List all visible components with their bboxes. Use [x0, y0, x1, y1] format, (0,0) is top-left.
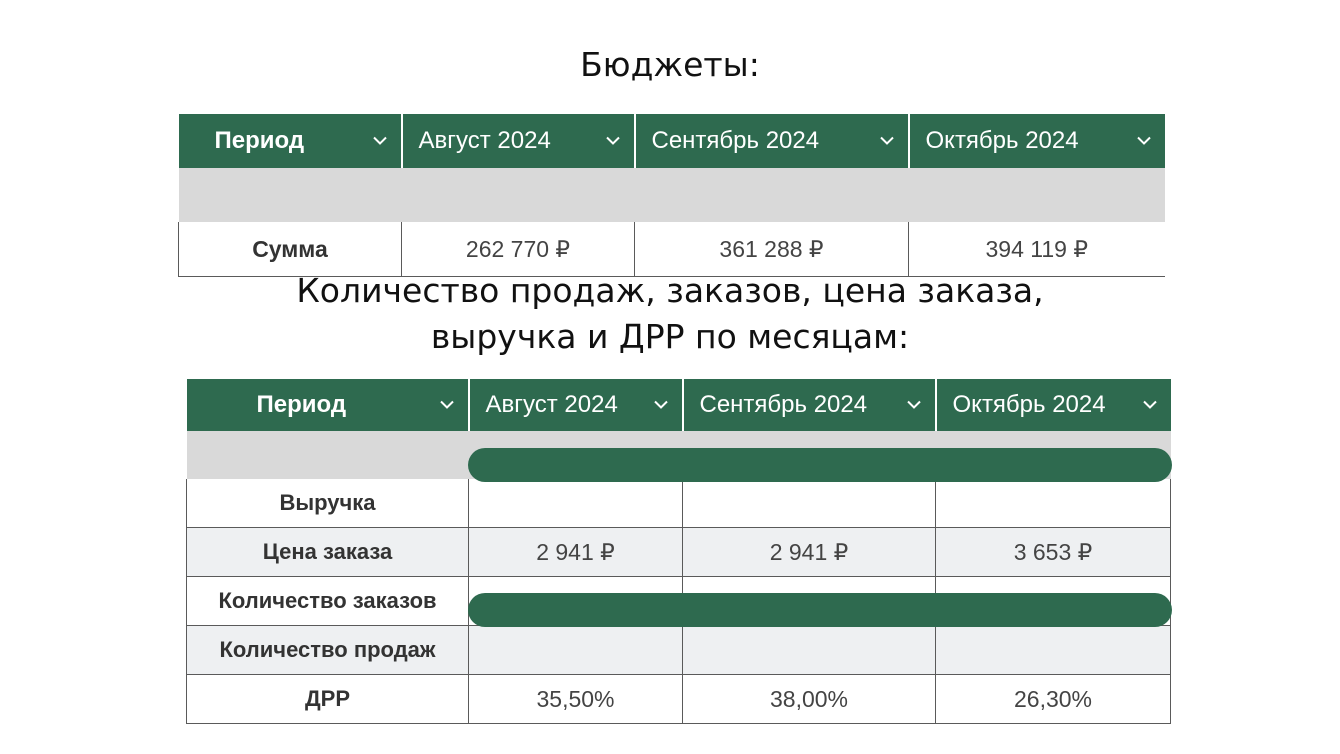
header-label: Сентябрь 2024	[699, 391, 868, 418]
header-label: Сентябрь 2024	[651, 127, 820, 154]
chevron-down-icon[interactable]	[606, 137, 620, 146]
header-october[interactable]	[936, 379, 1171, 431]
sales-title-line: Количество продаж, заказов, цена заказа,	[296, 271, 1044, 310]
table-cell	[683, 626, 936, 675]
header-label: Август 2024	[485, 391, 618, 418]
header-august[interactable]	[402, 114, 635, 168]
budgets-header-row	[179, 114, 1165, 168]
header-september[interactable]	[683, 379, 936, 431]
redaction-bar-revenue	[468, 448, 1172, 482]
chevron-down-icon[interactable]	[373, 137, 387, 146]
row-label: Сумма	[179, 222, 402, 277]
sales-title-line: выручка и ДРР по месяцам:	[430, 317, 910, 356]
row-label: Количество заказов	[187, 577, 469, 626]
table-cell	[683, 479, 936, 528]
table-row	[187, 528, 1171, 577]
header-period[interactable]	[179, 114, 402, 168]
header-october[interactable]	[909, 114, 1165, 168]
chevron-down-icon[interactable]	[907, 401, 921, 410]
sales-header-row	[187, 379, 1171, 431]
chevron-down-icon[interactable]	[1137, 137, 1151, 146]
table-cell: 38,00%	[683, 675, 936, 724]
sales-title	[0, 268, 1340, 360]
table-cell: 361 288 ₽	[635, 222, 909, 277]
sales-table	[186, 379, 1171, 724]
header-period[interactable]	[187, 379, 469, 431]
budgets-table	[178, 114, 1165, 277]
header-label: Период	[214, 127, 305, 154]
row-label: Количество продаж	[187, 626, 469, 675]
table-row	[187, 479, 1171, 528]
table-row	[187, 675, 1171, 724]
table-cell	[469, 626, 683, 675]
table-cell	[936, 626, 1171, 675]
header-label: Август 2024	[418, 127, 551, 154]
header-september[interactable]	[635, 114, 909, 168]
header-august[interactable]	[469, 379, 683, 431]
table-cell: 394 119 ₽	[909, 222, 1165, 277]
table-cell: 2 941 ₽	[683, 528, 936, 577]
table-cell	[936, 479, 1171, 528]
table-cell: 262 770 ₽	[402, 222, 635, 277]
table-cell: 35,50%	[469, 675, 683, 724]
row-label: ДРР	[187, 675, 469, 724]
header-label: Октябрь 2024	[925, 127, 1079, 154]
chevron-down-icon[interactable]	[880, 137, 894, 146]
redaction-bar-sales-count	[468, 593, 1172, 627]
header-label: Период	[256, 391, 347, 418]
table-cell: 26,30%	[936, 675, 1171, 724]
row-label: Цена заказа	[187, 528, 469, 577]
chevron-down-icon[interactable]	[440, 401, 454, 410]
header-label: Октябрь 2024	[952, 391, 1106, 418]
table-cell	[469, 479, 683, 528]
budgets-title: Бюджеты:	[580, 45, 760, 84]
chevron-down-icon[interactable]	[654, 401, 668, 410]
table-row	[187, 626, 1171, 675]
table-cell: 3 653 ₽	[936, 528, 1171, 577]
row-label: Выручка	[187, 479, 469, 528]
table-cell: 2 941 ₽	[469, 528, 683, 577]
chevron-down-icon[interactable]	[1143, 401, 1157, 410]
